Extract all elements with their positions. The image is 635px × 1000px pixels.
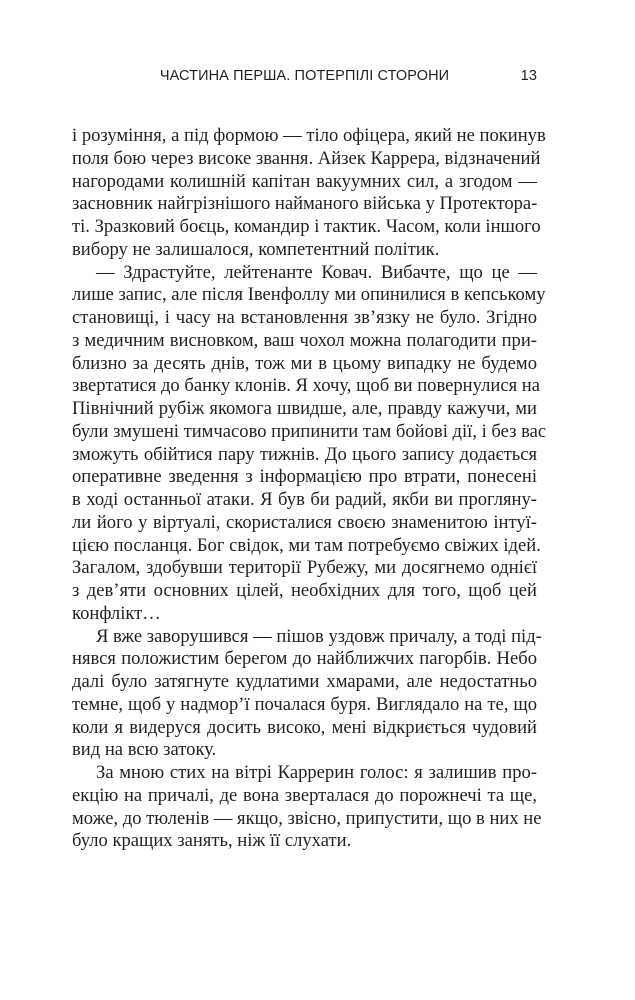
paragraph [72, 762, 542, 853]
text-line: зможуть обійтися пару тижнів. До цього запису додається [72, 443, 537, 465]
text-line: було кращих занять, ніж її слухати. [72, 830, 352, 852]
page-number: 13 [520, 68, 537, 84]
text-line: За мною стих на вітрі Каррерин голос: я залишив про- [96, 762, 537, 783]
text-line: близно за десять днів, тож ми в цьому випадку не будемо [72, 352, 537, 374]
text-line: темне, щоб у надмор’ї почалася буря. Виглядало на те, що [72, 693, 537, 715]
text-line: — Здрастуйте, лейтенанте Ковач. Вибачте, що це — [96, 261, 537, 283]
text-line: екцію на причалі, де вона зверталася до порожнечі та ще, [72, 784, 537, 806]
text-line: в ході останньої атаки. Я був би радий, якби ви прогляну- [72, 489, 537, 510]
text-line: нявся положистим берегом до найближчих пагорбів. Небо [72, 648, 537, 670]
text-line: лише запис, але після Івенфоллу ми опинилися в кепському [72, 284, 546, 306]
text-line: Загалом, здобувши території Рубежу, ми досягнемо однієї [72, 557, 537, 579]
paragraph [72, 261, 547, 626]
body-text [72, 125, 547, 853]
text-line: може, до тюленів — якщо, звісно, припустити, що в них не [72, 807, 542, 829]
text-line: нагородами колишній капітан вакуумних сил, а згодом — [72, 170, 537, 192]
text-line: з медичним висновком, ваш чохол можна полагодити при- [72, 329, 537, 351]
text-line: Я вже заворушився — пішов уздовж причалу, а тоді під- [96, 625, 542, 647]
page-header [72, 68, 537, 90]
running-title: ЧАСТИНА ПЕРША. ПОТЕРПІЛІ СТОРОНИ [159, 68, 450, 84]
text-line: поля бою через високе звання. Айзек Каррера, відзначений [72, 147, 541, 169]
paragraph [72, 625, 542, 763]
text-line: цією посланця. Бог свідок, ми там потребуємо свіжих ідей. [72, 534, 541, 556]
text-line: ті. Зразковий боєць, командир і тактик. Часом, коли іншого [72, 216, 541, 237]
text-line: далі було затягнуте кудлатими хмарами, але недостатньо [72, 671, 537, 692]
text-line: оперативне зведення з інформацією про втрати, понесені [72, 466, 537, 488]
paragraph [72, 125, 546, 262]
text-line: були змушені тимчасово припинити там бойові дії, і без вас [72, 420, 547, 442]
text-line: становищі, і часу на встановлення зв’язку не було. Згідно [72, 307, 537, 328]
text-line: Північний рубіж якомога швидше, але, правду кажучи, ми [72, 398, 537, 419]
text-line: засновник найгрізнішого найманого війська у Протектора- [72, 193, 538, 215]
text-line: вибору не залишалося, компетентний політик. [72, 238, 440, 260]
text-line: конфлікт… [72, 602, 161, 624]
text-line: з дев’яти основних цілей, необхідних для того, щоб цей [72, 580, 537, 601]
text-line: ли його у віртуалі, скористалися своєю знаменитою інтуї- [72, 511, 537, 533]
text-line: коли я видеруся досить високо, мені відкриється чудовий [72, 716, 537, 738]
text-line: звертатися до банку клонів. Я хочу, щоб ви повернулися на [72, 375, 540, 397]
text-line: і розуміння, а під формою — тіло офіцера, який не покинув [72, 125, 546, 146]
text-line: вид на всю затоку. [72, 739, 217, 761]
